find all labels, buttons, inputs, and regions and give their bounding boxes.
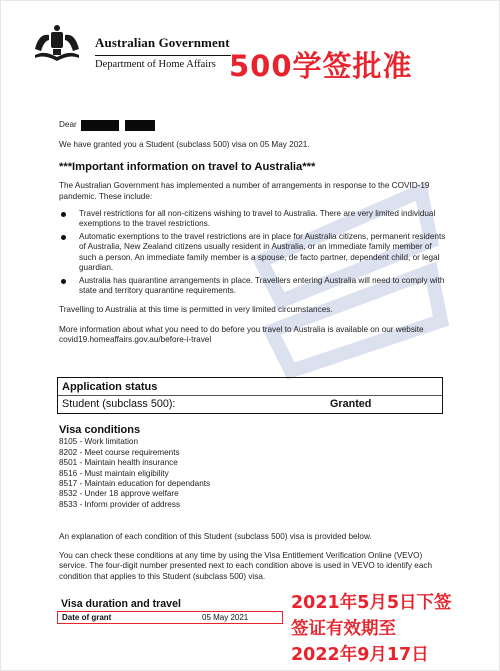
list-item: 8501 - Maintain health insurance [59, 458, 178, 468]
list-item: 8517 - Maintain education for dependants [59, 479, 211, 489]
salutation: Dear [59, 119, 77, 129]
annotation-line: 2021年5月5日下签 [291, 593, 452, 613]
government-branding [95, 35, 231, 70]
more-info-paragraph: More information about what you need to do before you travel to Australia is available on our website covid19.homeaffairs.gov.au/before-i-travel [59, 324, 424, 344]
visa-conditions-section [59, 425, 210, 510]
grant-intro: We have granted you a Student (subclass 500) visa on 05 May 2021. [59, 140, 310, 149]
letter-body [59, 119, 451, 345]
list-item: Australia has quarantine arrangements in place. Travellers entering Australia will need to comply with state and territory quarantine requirements. [59, 276, 451, 296]
vevo-paragraph: You can check these conditions at any time by using the Visa Entitlement Verification Online (VEVO) service. The four-digit number presented next to each condition above is used in VEVO to identify each condition that applies to this Student (subclass 500) visa. [59, 551, 433, 581]
status-divider [58, 395, 442, 396]
date-of-grant-value: 05 May 2021 [202, 613, 249, 622]
redacted-name-last [125, 120, 155, 131]
salutation-line [59, 119, 451, 131]
list-item: 8516 - Must maintain eligibility [59, 468, 169, 478]
application-status-box [57, 377, 443, 414]
approval-stamp-title: 500学签批准 [229, 49, 413, 83]
date-of-grant-label: Date of grant [62, 613, 112, 622]
covid-paragraph: The Australian Government has implemented a number of arrangements in response to the COVID-19 pandemic. These include: [59, 181, 430, 201]
bullet-icon [61, 235, 66, 240]
visa-subclass-label: Student (subclass 500): [62, 398, 176, 410]
coat-of-arms-icon [29, 23, 85, 67]
validity-annotation [291, 590, 452, 668]
application-status-heading: Application status [62, 381, 158, 393]
list-item: Travel restrictions for all non-citizens wishing to travel to Australia. There are very limited individual exemptions to the travel restrictions. [59, 209, 451, 229]
bullet-icon [61, 279, 66, 284]
important-heading: ***Important information on travel to Australia*** [59, 161, 316, 174]
visa-duration-heading: Visa duration and travel [61, 598, 181, 610]
branding-divider [95, 55, 231, 56]
restrictions-list [59, 209, 451, 297]
list-item: 8532 - Under 18 approve welfare [59, 489, 179, 499]
visa-conditions-heading: Visa conditions [59, 424, 141, 436]
date-of-grant-row [57, 611, 283, 624]
annotation-line: 2022年9月17日 [291, 645, 429, 665]
list-item: 8533 - Inform provider of address [59, 499, 181, 509]
government-name: Australian Government [95, 35, 230, 50]
department-name: Department of Home Affairs [95, 59, 216, 70]
conditions-explanation [59, 532, 451, 582]
annotation-line: 签证有效期至 [291, 619, 396, 639]
list-item: 8202 - Meet course requirements [59, 447, 180, 457]
list-item: 8105 - Work limitation [59, 437, 139, 447]
status-badge: Granted [330, 398, 372, 410]
travel-paragraph: Travelling to Australia at this time is permitted in very limited circumstances. [59, 305, 333, 315]
list-item: Automatic exemptions to the travel restrictions are in place for Australia citizens, permanent residents of Australia, New Zealand citizens usually resident in Australia, or an immediate family member of such a person. An immediate family member is a spouse, de facto partner, dependent child, or legal guardian. [59, 232, 451, 273]
bullet-icon [61, 212, 66, 217]
explanation-paragraph: An explanation of each condition of this Student (subclass 500) visa is provided below. [59, 532, 372, 541]
redacted-name-first [81, 120, 119, 131]
